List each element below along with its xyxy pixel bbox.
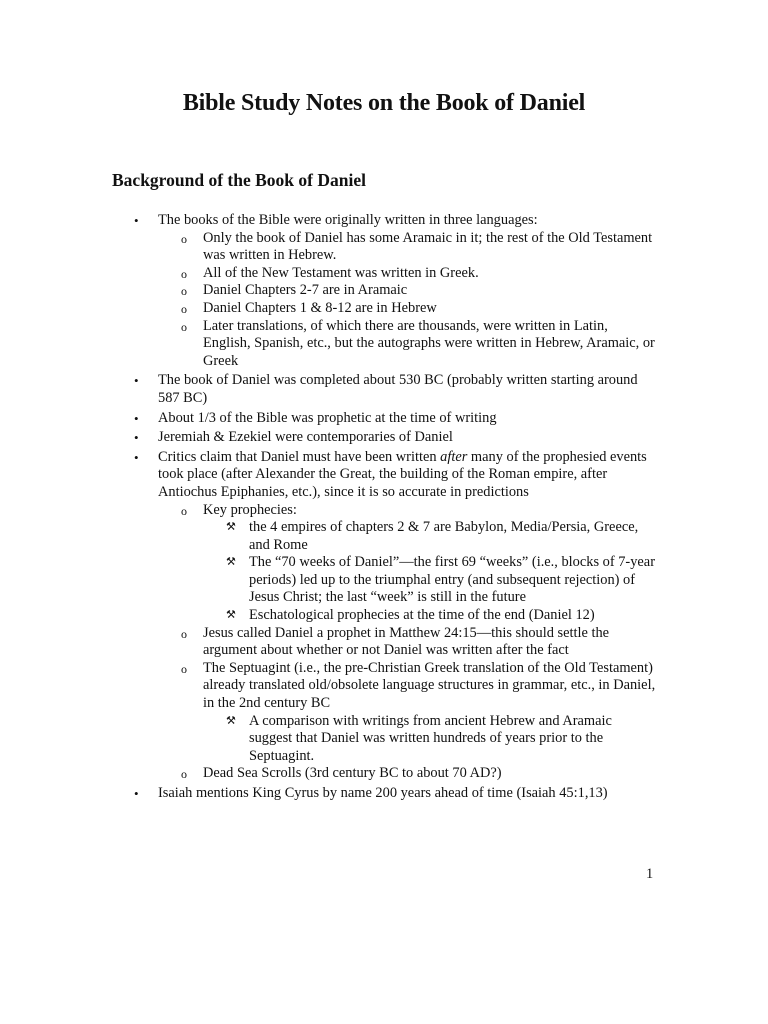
bullet-item [0,449,768,783]
sub-bullet-marker: o [181,231,187,246]
emphasis-text: after [440,448,468,465]
bullet-item [0,372,768,407]
sub-bullet-marker: o [181,284,187,299]
nested-bullet-text: A comparison with writings from ancient Hebrew and Aramaic suggest that Daniel was written hundreds of years prior to the Septuagint. [249,712,612,764]
sub-bullet-marker: o [181,503,187,518]
sub-bullet-marker: o [181,661,187,676]
sub-bullet-text: Only the book of Daniel has some Aramaic in it; the rest of the Old Testament was written in Hebrew. [203,229,653,264]
sub-bullet-text: Daniel Chapters 1 & 8-12 are in Hebrew [203,299,437,316]
bullet-text: Jeremiah & Ezekiel were contemporaries of Daniel [158,429,453,446]
nested-bullet-item [0,519,768,554]
sub-bullet-text: All of the New Testament was written in Greek. [203,264,479,281]
nested-bullet-item [0,607,768,625]
section-heading: Background of the Book of Daniel [112,170,366,190]
bullet-text: About 1/3 of the Bible was prophetic at the time of writing [158,409,497,426]
bullet-item [0,212,768,370]
sub-bullet-marker: o [181,319,187,334]
sub-bullet-text: Dead Sea Scrolls (3rd century BC to about 70 AD?) [203,765,502,782]
nested-bullet-text: Eschatological prophecies at the time of the end (Daniel 12) [249,607,595,624]
nested-bullet-text: The “70 weeks of Daniel”—the first 69 “weeks” (i.e., blocks of 7-year periods) led up to the triumphal entry (and subsequent rejection) of Jesus Christ; the last “week” is still in the future [249,554,655,606]
sub-bullet-item [0,660,768,766]
sub-bullet-item [0,765,768,783]
arrow-marker-icon: ⚒ [226,556,236,569]
sub-bullet-item [0,318,768,371]
sub-bullet-text: Jesus called Daniel a prophet in Matthew 24:15—this should settle the argument about whether or not Daniel was written after the fact [203,624,610,659]
bullet-marker: • [134,786,139,801]
sub-bullet-text: Key prophecies: [203,501,297,518]
bullet-text: The books of the Bible were originally written in three languages: [158,212,538,228]
sub-bullet-list [158,230,656,371]
document-title: Bible Study Notes on the Book of Daniel [182,90,586,116]
arrow-marker-icon: ⚒ [226,714,236,727]
bullet-item [0,785,768,803]
sub-bullet-marker: o [181,767,187,782]
bullet-text: Isaiah mentions King Cyrus by name 200 years ahead of time (Isaiah 45:1,13) [158,785,608,801]
sub-bullet-item [0,265,768,283]
sub-bullet-item [0,625,768,660]
sub-bullet-marker: o [181,266,187,281]
nested-bullet-item [0,554,768,607]
nested-bullet-text: the 4 empires of chapters 2 & 7 are Babylon, Media/Persia, Greece, and Rome [249,519,639,553]
bullet-text [158,449,647,500]
sub-bullet-item [0,282,768,300]
bullet-list [0,212,768,803]
bullet-marker: • [134,449,139,465]
nested-bullet-item [0,713,768,766]
bullet-item [0,410,768,428]
arrow-marker-icon: ⚒ [226,521,236,534]
bullet-marker: • [134,430,139,446]
arrow-marker-icon: ⚒ [226,609,236,622]
sub-bullet-text: Daniel Chapters 2-7 are in Aramaic [203,282,408,299]
notes-content [0,212,768,805]
sub-bullet-text: The Septuagint (i.e., the pre-Christian Greek translation of the Old Testament) already translated old/obsolete language structures in grammar, etc., in Daniel, in the 2nd century BC [203,659,656,712]
page-number: 1 [646,866,654,882]
bullet-marker: • [134,410,139,426]
nested-bullet-list [203,713,656,766]
bullet-marker: • [134,373,139,389]
bullet-item [0,429,768,447]
bullet-marker: • [134,213,139,228]
sub-bullet-text: Later translations, of which there are thousands, were written in Latin, English, Spanish, etc., but the autographs were written in Hebrew, Aramaic, or Greek [203,317,655,369]
bullet-text-part: many of the prophesied events took place (after Alexander the Great, the building of the Roman empire, after Antiochus Epiphanies, etc.), since it is so accurate in predictions [158,448,647,500]
bullet-text-part: Critics claim that Daniel must have been written [158,448,441,465]
sub-bullet-item [0,300,768,318]
sub-bullet-marker: o [181,301,187,316]
nested-bullet-list [203,519,656,625]
sub-bullet-item [0,230,768,265]
sub-bullet-list [158,502,656,784]
bullet-text: The book of Daniel was completed about 530 BC (probably written starting around 587 BC) [158,372,638,406]
sub-bullet-marker: o [181,626,187,641]
sub-bullet-item [0,502,768,625]
